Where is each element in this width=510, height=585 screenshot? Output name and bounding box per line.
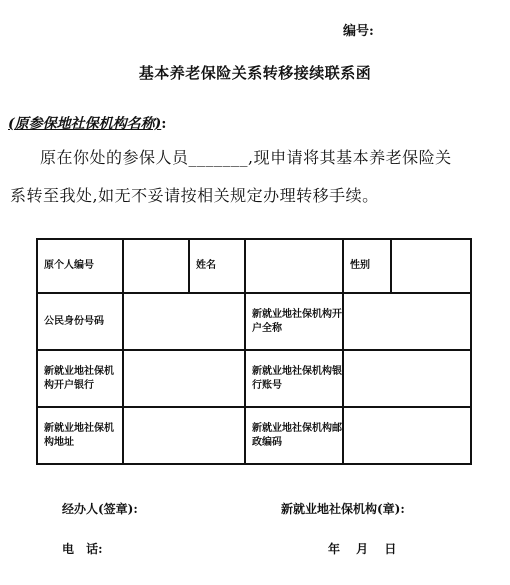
addressee-colon: : [161, 116, 167, 132]
postal-code-label: 新就业地社保机构邮政编码 [245, 407, 343, 464]
agent-signature-label: 经办人(签章): [62, 502, 138, 516]
bank-label: 新就业地社保机构开户银行 [37, 350, 123, 407]
postal-code-field[interactable] [343, 407, 471, 464]
bank-field[interactable] [123, 350, 245, 407]
bank-account-field[interactable] [343, 350, 471, 407]
name-label: 姓名 [189, 239, 245, 293]
name-field[interactable] [245, 239, 343, 293]
transfer-info-table [36, 238, 472, 465]
original-personal-id-field[interactable] [123, 239, 189, 293]
table-row [37, 239, 471, 293]
citizen-id-field[interactable] [123, 293, 245, 350]
original-personal-id-label: 原个人编号 [37, 239, 123, 293]
date-label: 年 月 日 [328, 542, 397, 556]
addressee-name: (原参保地社保机构名称) [8, 116, 162, 132]
table-row [37, 293, 471, 350]
letter-body-line-2: 系转至我处,如无不妥请按相关规定办理转移手续。 [10, 186, 379, 205]
document-title: 基本养老保险关系转移接续联系函 [138, 64, 372, 82]
letter-body-line-1: 原在你处的参保人员_______,现申请将其基本养老保险关 [40, 148, 452, 167]
addressee-line [8, 113, 166, 133]
account-name-field[interactable] [343, 293, 471, 350]
address-field[interactable] [123, 407, 245, 464]
bank-account-label: 新就业地社保机构银行账号 [245, 350, 343, 407]
table-row [37, 350, 471, 407]
address-label: 新就业地社保机构地址 [37, 407, 123, 464]
gender-field[interactable] [391, 239, 471, 293]
citizen-id-label: 公民身份号码 [37, 293, 123, 350]
phone-label: 电 话: [62, 542, 103, 556]
gender-label: 性别 [343, 239, 391, 293]
new-org-seal-label: 新就业地社保机构(章): [281, 502, 405, 516]
account-name-label: 新就业地社保机构开户全称 [245, 293, 343, 350]
serial-number-label: 编号: [343, 24, 374, 39]
table-row [37, 407, 471, 464]
